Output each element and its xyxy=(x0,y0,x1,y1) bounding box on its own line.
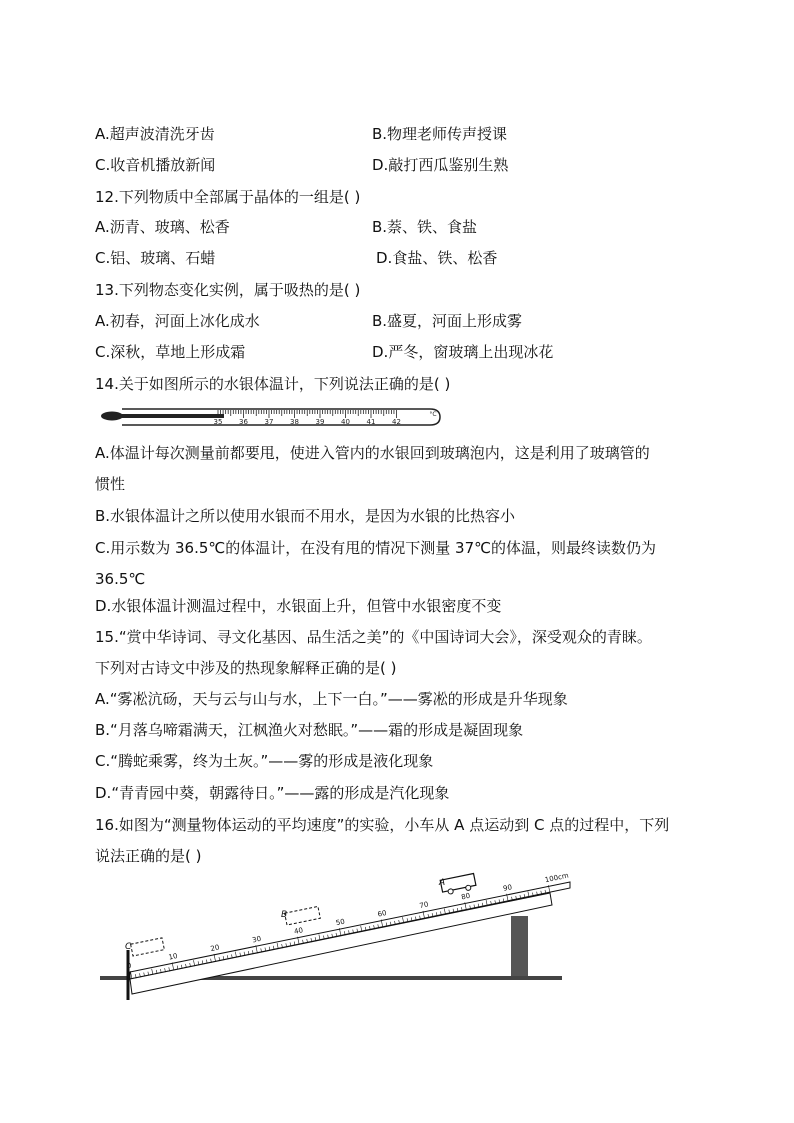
thermometer-label: 39 xyxy=(315,418,325,426)
q15-stem-line2: 下列对古诗文中涉及的热现象解释正确的是( ) xyxy=(95,659,397,677)
ruler-label: 90 xyxy=(502,883,513,893)
thermometer-label: 37 xyxy=(264,418,274,426)
support-block xyxy=(511,916,528,976)
q11-option-a: A.超声波清洗牙齿 xyxy=(95,125,215,143)
ruler-label: 70 xyxy=(418,900,430,911)
thermometer-label: 36 xyxy=(239,418,248,426)
q11-option-d: D.敲打西瓜鉴别生熟 xyxy=(372,156,509,174)
q14-option-c-line1: C.用示数为 36.5℃的体温计，在没有甩的情况下测量 37℃的体温，则最终读数仍为 xyxy=(95,539,656,557)
thermometer-scale xyxy=(218,410,397,418)
q12-stem: 12.下列物质中全部属于晶体的一组是( ) xyxy=(95,188,361,206)
cart-position-b xyxy=(285,906,321,925)
ruler-label: 50 xyxy=(335,917,346,928)
q16-stem-line2: 说法正确的是( ) xyxy=(95,847,202,865)
q15-option-c: C.“腾蛇乘雾，终为土灰。”——雾的形成是液化现象 xyxy=(95,752,434,770)
q14-option-a-line1: A.体温计每次测量前都要甩，使进入管内的水银回到玻璃泡内，这是利用了玻璃管的 xyxy=(95,444,650,462)
thermometer-bulb xyxy=(101,412,123,421)
thermometer-label: 40 xyxy=(341,418,350,426)
ruler-label: 80 xyxy=(460,891,471,902)
mercury-column xyxy=(122,414,224,418)
incline-figure xyxy=(95,872,575,1007)
ruler-label: 30 xyxy=(251,934,262,945)
ruler-label: 40 xyxy=(293,926,304,936)
ruler-label: 20 xyxy=(209,943,221,954)
q14-option-d: D.水银体温计测温过程中，水银面上升，但管中水银密度不变 xyxy=(95,597,502,615)
q13-option-b: B.盛夏，河面上形成雾 xyxy=(372,312,523,330)
thermometer-figure xyxy=(100,403,445,433)
q13-option-d: D.严冬，窗玻璃上出现冰花 xyxy=(372,343,554,361)
q14-stem: 14.关于如图所示的水银体温计，下列说法正确的是( ) xyxy=(95,375,451,393)
thermometer-label: 41 xyxy=(366,418,376,426)
thermometer-label: 38 xyxy=(290,418,299,426)
q12-option-c: C.铝、玻璃、石蜡 xyxy=(95,249,216,267)
ruler-label: 100cm xyxy=(544,872,570,885)
q16-stem-line1: 16.如图为“测量物体运动的平均速度”的实验，小车从 A 点运动到 C 点的过程中，下列 xyxy=(95,816,670,834)
q13-stem: 13.下列物态变化实例，属于吸热的是( ) xyxy=(95,281,361,299)
point-a-label: A xyxy=(439,878,446,888)
point-c-label: C xyxy=(125,942,132,952)
cart-position-c xyxy=(131,938,165,956)
ruler-label: 10 xyxy=(167,951,179,962)
point-b-label: B xyxy=(281,910,288,920)
cart-position-a xyxy=(440,874,476,896)
q15-option-b: B.“月落乌啼霜满天，江枫渔火对愁眠。”——霜的形成是凝固现象 xyxy=(95,721,524,739)
q14-option-a-line2: 惯性 xyxy=(95,475,126,493)
q13-option-a: A.初春，河面上冰化成水 xyxy=(95,312,260,330)
thermometer-unit: °C xyxy=(429,411,437,418)
thermometer-label: 35 xyxy=(213,418,223,426)
q11-option-c: C.收音机播放新闻 xyxy=(95,156,216,174)
q15-option-a: A.“雾凇沆砀，天与云与山与水，上下一白。”——雾凇的形成是升华现象 xyxy=(95,690,568,708)
ruler-label: 60 xyxy=(376,908,388,919)
q15-stem-line1: 15.“赏中华诗词、寻文化基因、品生活之美”的《中国诗词大会》，深受观众的青睐。 xyxy=(95,628,652,646)
q12-option-b: B.萘、铁、食盐 xyxy=(372,218,478,236)
q12-option-a: A.沥青、玻璃、松香 xyxy=(95,218,230,236)
q11-option-b: B.物理老师传声授课 xyxy=(372,125,508,143)
q14-option-b: B.水银体温计之所以使用水银而不用水，是因为水银的比热容小 xyxy=(95,507,516,525)
q12-option-d: D.食盐、铁、松香 xyxy=(376,249,498,267)
thermometer-label: 42 xyxy=(392,418,401,426)
q13-option-c: C.深秋，草地上形成霜 xyxy=(95,343,246,361)
q14-option-c-line2: 36.5℃ xyxy=(95,570,146,588)
ruler-label: 0 xyxy=(126,961,133,971)
q15-option-d: D.“青青园中葵，朝露待日。”——露的形成是汽化现象 xyxy=(95,784,450,802)
